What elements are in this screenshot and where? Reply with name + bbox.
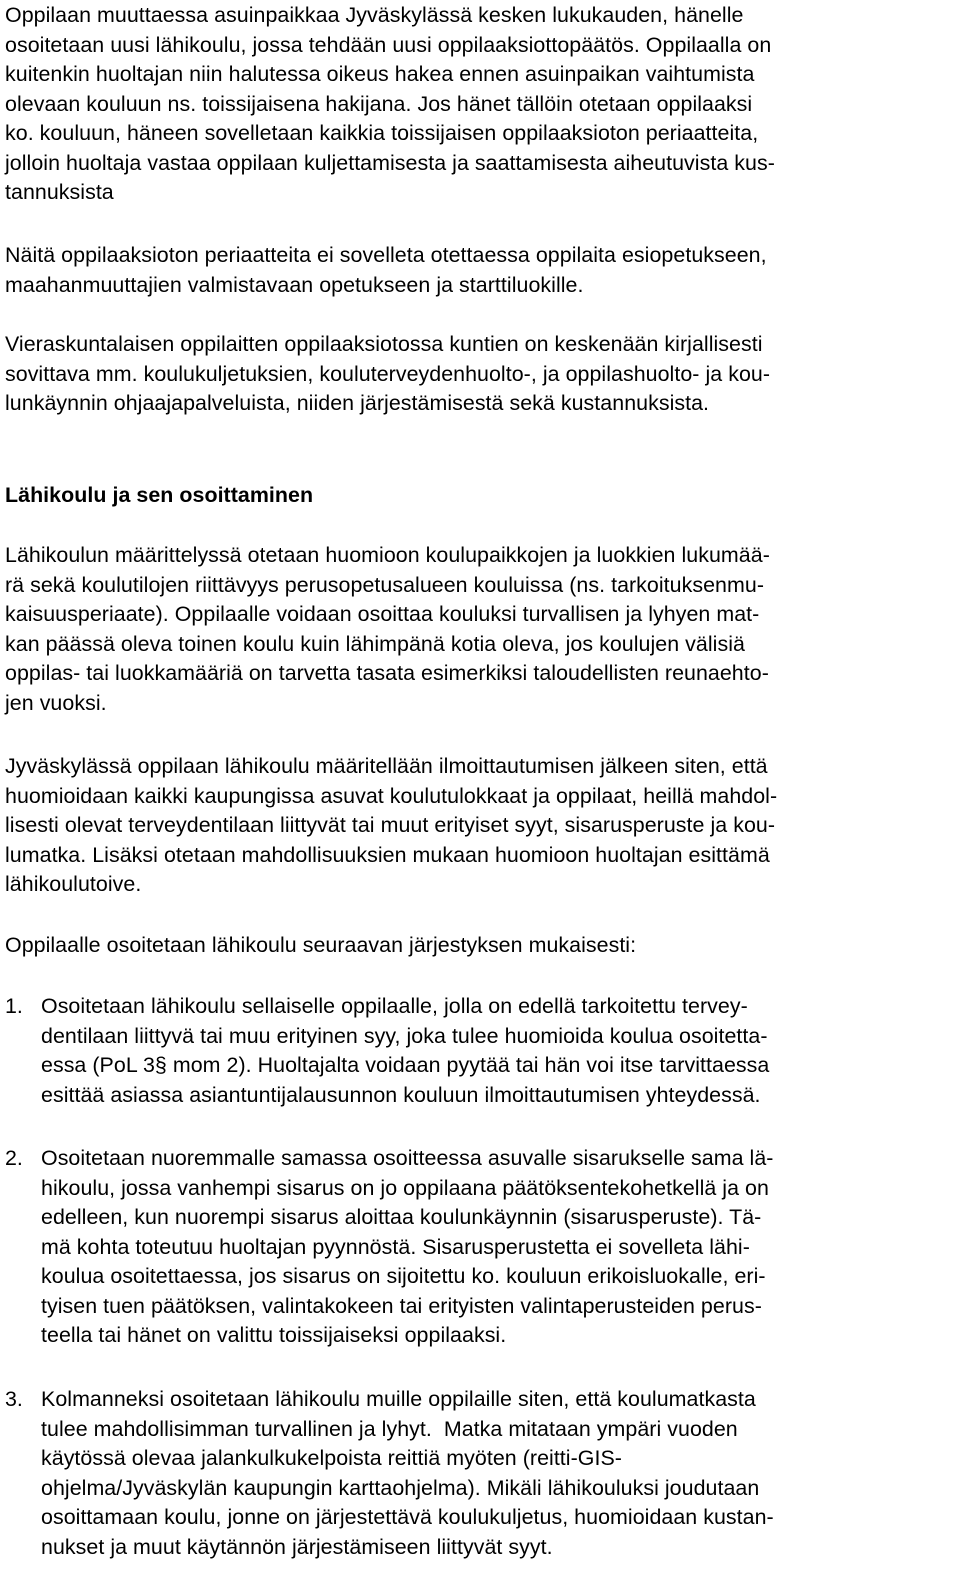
text-line: edelleen, kun nuorempi sisarus aloittaa koulunkäynnin (sisarusperuste). Tä- (41, 1205, 762, 1229)
text-line: Osoitetaan lähikoulu sellaiselle oppilaalle, jolla on edellä tarkoitettu tervey- (41, 994, 748, 1018)
text-line: essa (PoL 3§ mom 2). Huoltajalta voidaan pyytää tai hän voi itse tarvittaessa (41, 1053, 770, 1077)
text-line: osoittamaan koulu, jonne on järjestettävä koulukuljetus, huomioidaan kustan- (41, 1505, 774, 1529)
text-line: Osoitetaan nuoremmalle samassa osoitteessa asuvalle sisarukselle sama lä- (41, 1146, 774, 1170)
text-line: ko. kouluun, häneen sovelletaan kaikkia toissijaisen oppilaaksioton periaatteita, (5, 121, 759, 145)
text-line: oppilas- tai luokkamääriä on tarvetta tasata esimerkiksi taloudellisten reunaehto- (5, 661, 769, 685)
text-line: mä kohta toteutuu huoltajan pyynnöstä. Sisarusperustetta ei sovelleta lähi- (41, 1234, 750, 1259)
text-line: rä sekä koulutilojen riittävyys perusopetusalueen kouluissa (ns. tarkoituksenmu- (5, 572, 764, 597)
text-line: tulee mahdollisimman turvallinen ja lyhyt. Matka mitataan ympäri vuoden (41, 1416, 738, 1441)
text-line: lumatka. Lisäksi otetaan mahdollisuuksien mukaan huomioon huoltajan esittämä (5, 842, 770, 867)
list-intro: Oppilaalle osoitetaan lähikoulu seuraavan järjestyksen mukaisesti: (5, 933, 637, 957)
list-number: 3. (5, 1387, 23, 1411)
text-line: olevaan kouluun ns. toissijaisena hakijana. Jos hänet tällöin otetaan oppilaaksi (5, 91, 753, 116)
text-line: nukset ja muut käytännön järjestämiseen liittyvät syyt. (41, 1534, 553, 1559)
text-line: lunkäynnin ohjaajapalveluista, niiden järjestämisestä sekä kustannuksista. (5, 391, 710, 415)
text-line: Kolmanneksi osoitetaan lähikoulu muille oppilaille siten, että koulumatkasta (41, 1387, 756, 1411)
text-line: jen vuoksi. (5, 690, 107, 715)
text-line: lähikoulutoive. (5, 872, 142, 896)
text-line: osoitetaan uusi lähikoulu, jossa tehdään uusi oppilaaksiottopäätös. Oppilaalla on (5, 32, 772, 57)
text-line: teella tai hänet on valittu toissijaiseksi oppilaaksi. (41, 1323, 507, 1347)
list-number: 1. (5, 994, 23, 1018)
text-line: tyisen tuen päätöksen, valintakokeen tai erityisten valintaperusteiden perus- (41, 1293, 762, 1318)
text-line: esittää asiassa asiantuntijalausunnon kouluun ilmoittautumisen yhteydessä. (41, 1082, 761, 1107)
text-line: ohjelma/Jyväskylän kaupungin karttaohjelma). Mikäli lähikouluksi joudutaan (41, 1475, 760, 1500)
text-line: hikoulu, jossa vanhempi sisarus on jo oppilaana päätöksentekohetkellä ja on (41, 1175, 769, 1200)
text-line: maahanmuuttajien valmistavaan opetukseen ja starttiluokille. (5, 272, 584, 297)
text-line: Vieraskuntalaisen oppilaitten oppilaaksiotossa kuntien on keskenään kirjallisesti (5, 332, 763, 356)
text-line: käytössä olevaa jalankulkukelpoista reittiä myöten (reitti-GIS- (41, 1446, 622, 1470)
text-line: jolloin huoltaja vastaa oppilaan kuljettamisesta ja saattamisesta aiheutuvista kus- (5, 150, 775, 175)
text-line: sovittava mm. koulukuljetuksien, kouluterveydenhuolto-, ja oppilashuolto- ja kou- (5, 361, 771, 386)
text-line: kaisuusperiaate). Oppilaalle voidaan osoittaa kouluksi turvallisen ja lyhyen mat- (5, 602, 760, 626)
text-line: Oppilaan muuttaessa asuinpaikkaa Jyväskylässä kesken lukukauden, hänelle (5, 3, 744, 27)
text-line: kuitenkin huoltajan niin halutessa oikeus hakea ennen asuinpaikan vaihtumista (5, 62, 755, 86)
text-line: Näitä oppilaaksioton periaatteita ei sovelleta otettaessa oppilaita esiopetukseen, (5, 243, 767, 267)
text-line: Jyväskylässä oppilaan lähikoulu määritellään ilmoittautumisen jälkeen siten, että (5, 754, 768, 778)
text-line: lisesti olevat terveydentilaan liittyvät tai muut erityiset syyt, sisarusperuste ja kou- (5, 813, 776, 837)
text-line: dentilaan liittyvä tai muu erityinen syy, joka tulee huomioida koulua osoitetta- (41, 1023, 768, 1048)
text-line: Lähikoulun määrittelyssä otetaan huomioon koulupaikkojen ja luokkien lukumää- (5, 543, 770, 567)
text-line: tannuksista (5, 180, 114, 204)
text-line: kan päässä oleva toinen koulu kuin lähimpänä kotia oleva, jos koulujen välisiä (5, 631, 745, 656)
list-number: 2. (5, 1146, 23, 1170)
text-line: huomioidaan kaikki kaupungissa asuvat koulutulokkaat ja oppilaat, heillä mahdol- (5, 783, 778, 808)
section-heading: Lähikoulu ja sen osoittaminen (5, 483, 314, 507)
text-line: koulua osoitettaessa, jos sisarus on sijoitettu ko. kouluun erikoisluokalle, eri- (41, 1264, 766, 1288)
